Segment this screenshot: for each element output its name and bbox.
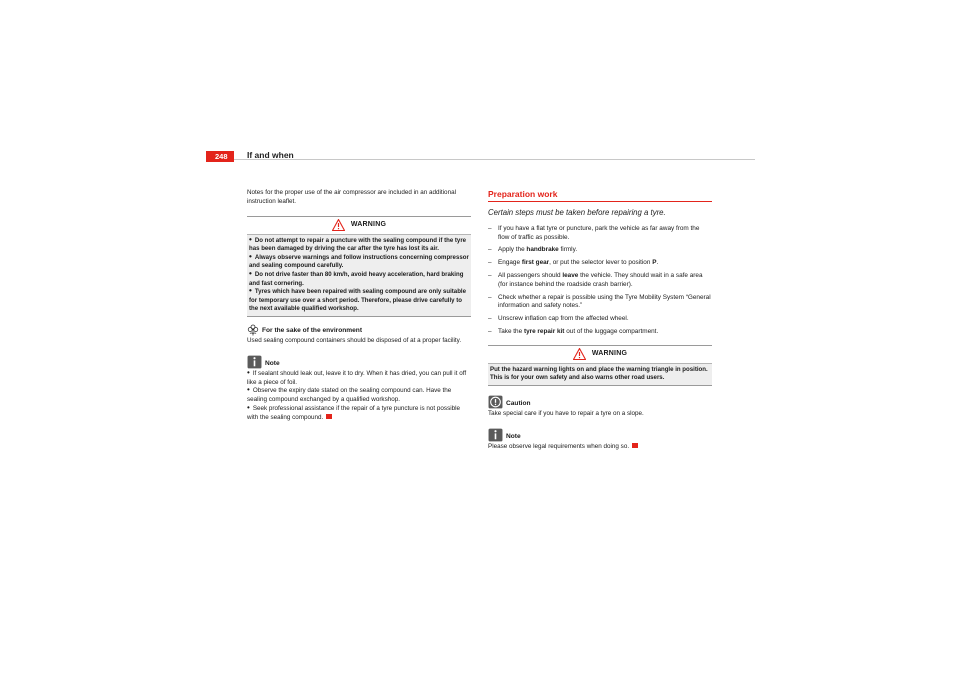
caution-heading <box>488 395 712 409</box>
warning-title: WARNING <box>591 349 628 357</box>
warning-item: • Always observe warnings and follow instructions concerning compressor and sealing compound carefully. <box>249 251 469 270</box>
note-text: Please observe legal requirements when doing so. <box>488 443 712 452</box>
section-rule <box>488 201 712 202</box>
note-info-icon <box>488 428 503 442</box>
end-of-section-mark-icon <box>632 443 638 448</box>
step-item: – Check whether a repair is possible using the Tyre Mobility System “General information and safety notes.” <box>488 293 711 310</box>
warning-triangle-icon <box>573 348 586 360</box>
warning-box-left <box>247 216 471 317</box>
step-item: – Take the tyre repair kit out of the luggage compartment. <box>488 327 659 335</box>
bullet-icon: • <box>249 251 252 261</box>
step-item: – All passengers should leave the vehicle. They should wait in a safe area (for instance behind the roadside crash barrier). <box>488 271 703 288</box>
note-item: • If sealant should leak out, leave it to dry. When it has dried, you can pull it off like a piece of foil. <box>247 367 467 386</box>
warning-header <box>247 217 471 235</box>
intro-paragraph: Notes for the proper use of the air compressor are included in an additional instruction leaflet. <box>247 189 456 205</box>
note-item: • Observe the expiry date stated on the sealing compound can. Have the sealing compound exchanged by a qualified workshop. <box>247 385 452 404</box>
bullet-icon: • <box>247 385 250 395</box>
warning-title: WARNING <box>350 220 387 228</box>
warning-item: • Do not drive faster than 80 km/h, avoid heavy acceleration, hard braking and fast cornering. <box>249 268 464 287</box>
note-title: Note <box>265 359 280 367</box>
environment-flower-icon <box>247 324 259 336</box>
caution-title: Caution <box>506 400 531 408</box>
note-item: • Seek professional assistance if the repair of a tyre puncture is not possible with the sealing compound. <box>247 402 461 421</box>
note-info-icon <box>247 355 262 369</box>
warning-header <box>488 346 712 364</box>
environment-title: For the sake of the environment <box>262 327 363 335</box>
chapter-title: If and when <box>247 150 294 160</box>
note-heading <box>247 355 471 369</box>
step-item: – Unscrew inflation cap from the affected wheel. <box>488 315 629 323</box>
warning-item: • Tyres which have been repaired with sealing compound are only suitable for temporary use over a short period. Therefore, please drive carefully to the next available qualified workshop. <box>249 286 467 313</box>
section-title: Preparation work <box>488 189 558 199</box>
bullet-icon: • <box>247 402 250 412</box>
bullet-icon: • <box>249 286 252 296</box>
warning-box-right <box>488 345 712 386</box>
left-column <box>247 189 471 423</box>
caution-exclamation-icon <box>488 395 503 409</box>
caution-text: Take special care if you have to repair a tyre on a slope. <box>488 409 644 417</box>
environment-heading <box>247 324 471 336</box>
end-of-section-mark-icon <box>326 414 332 419</box>
bullet-icon: • <box>249 234 252 244</box>
step-item: – Engage first gear, or put the selector lever to position P. <box>488 259 659 267</box>
bullet-icon: • <box>249 268 252 278</box>
warning-body: Put the hazard warning lights on and place the warning triangle in position. This is for your own safety and also warns other road users. <box>490 365 708 382</box>
bullet-icon: • <box>247 367 250 377</box>
step-item: – Apply the handbrake firmly. <box>488 246 578 254</box>
warning-body <box>247 235 471 316</box>
note-heading <box>488 428 712 442</box>
page-number: 248 <box>206 151 234 162</box>
warning-triangle-icon <box>332 219 345 231</box>
note-title: Note <box>506 432 521 440</box>
section-subtitle: Certain steps must be taken before repairing a tyre. <box>488 208 666 217</box>
step-item: – If you have a flat tyre or puncture, park the vehicle as far away from the flow of traffic as possible. <box>488 224 700 241</box>
note-list <box>247 367 471 423</box>
environment-text: Used sealing compound containers should be disposed of at a proper facility. <box>247 336 462 344</box>
warning-item: • Do not attempt to repair a puncture with the sealing compound if the tyre has been damaged by driving the car after the tyre has lost its air. <box>249 234 467 253</box>
right-column <box>488 189 712 452</box>
